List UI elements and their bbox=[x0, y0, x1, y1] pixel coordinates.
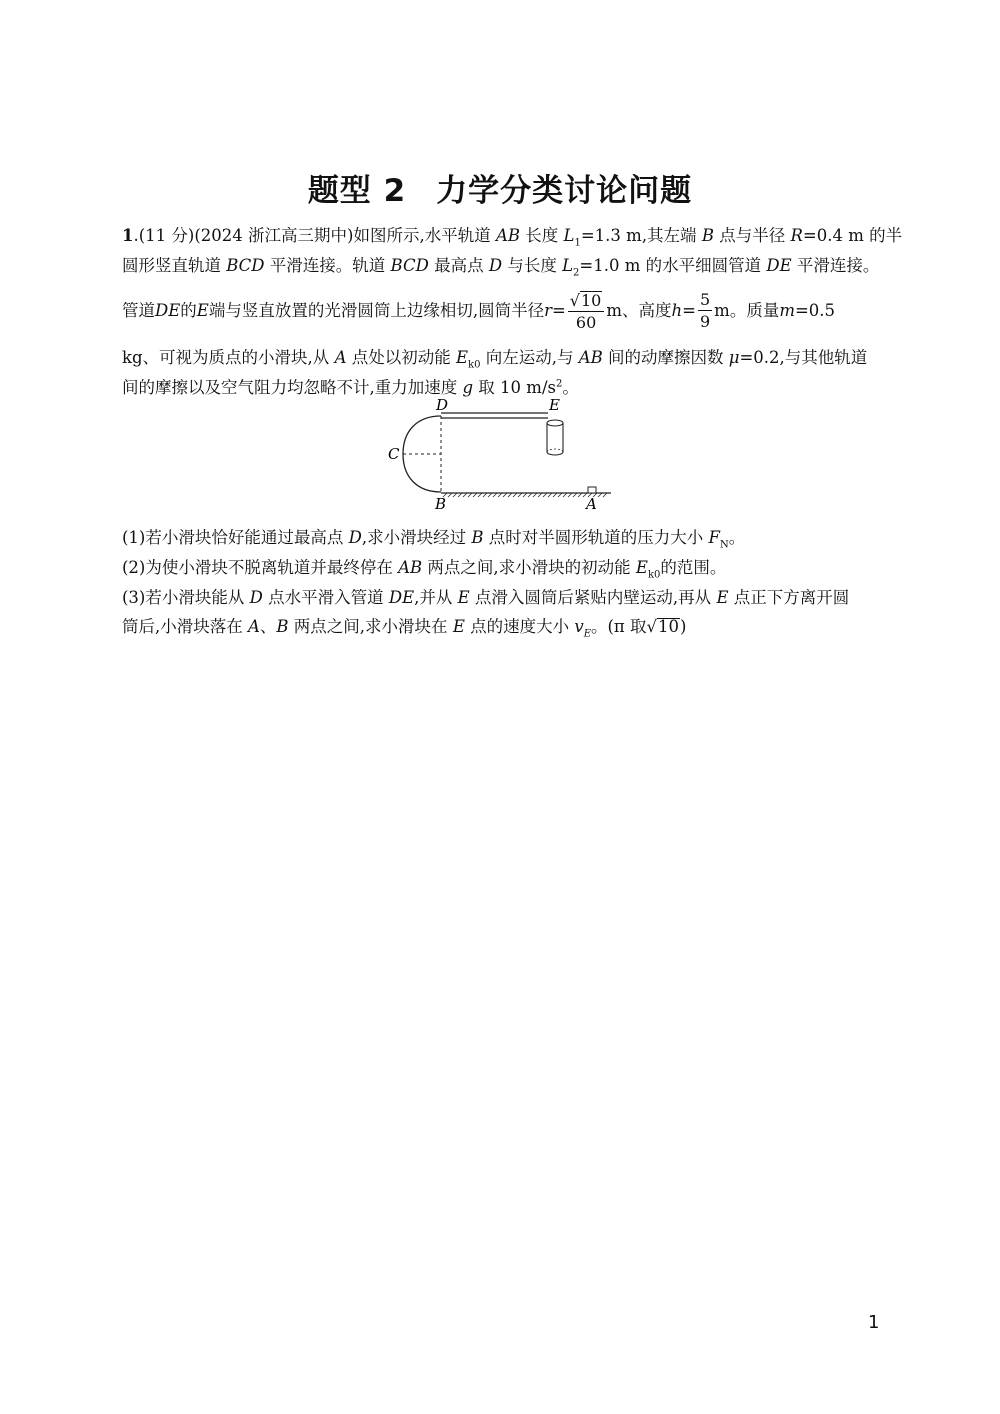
problem-line-5: 间的摩擦以及空气阻力均忽略不计,重力加速度 g 取 10 $m/s^2$。 bbox=[122, 378, 579, 397]
radius-fraction: √ 10 60 bbox=[568, 291, 605, 331]
track-figure bbox=[383, 397, 623, 515]
question-3-line-1: (3)若小滑块能从 D 点水平滑入管道 DE,并从 E 点滑入圆筒后紧贴内壁运动,再从 E 点正下方离开圆 bbox=[122, 588, 850, 607]
label-E: E bbox=[549, 397, 560, 414]
question-2: (2)为使小滑块不脱离轨道并最终停在 AB 两点之间,求小滑块的初动能 $E_{k0}$的范围。 bbox=[122, 558, 727, 581]
cylinder-bottom bbox=[547, 452, 563, 455]
slider-block bbox=[588, 487, 596, 493]
height-fraction: $\frac{5}{9}$ bbox=[699, 290, 711, 331]
page-number: 1 bbox=[868, 1312, 880, 1333]
cylinder-top bbox=[547, 420, 563, 426]
problem-line-2: 圆形竖直轨道 BCD 平滑连接。轨道 BCD 最高点 D 与长度 $L_2=1.0$ m 的水平细圆管道 DE 平滑连接。 bbox=[122, 256, 880, 279]
sqrt-ten: √ 10 bbox=[646, 617, 680, 636]
problem-line-1: 1.(11 分)(2024 浙江高三期中)如图所示,水平轨道 AB 长度 $L_1=1.3$ m,其左端 B 点与半径 R=0.4 m 的半 bbox=[122, 226, 903, 249]
page-title: 题型 2 力学分类讨论问题 bbox=[307, 173, 693, 209]
label-D: D bbox=[436, 397, 449, 414]
problem-source: .(11 分)(2024 浙江高三期中) bbox=[133, 226, 354, 245]
question-3-line-2: 筒后,小滑块落在 A、B 两点之间,求小滑块在 E 点的速度大小 $v_E$。(π 取 √ 10 ) bbox=[122, 617, 687, 640]
problem-line-3: 管道 DE 的 E 端与竖直放置的光滑圆筒上边缘相切,圆筒半径 r = √ 10 60 m、高度 h = $\frac{5}{9}$ m。质量 m =0.5 bbox=[122, 290, 836, 332]
label-B: B bbox=[435, 495, 447, 513]
question-1: (1)若小滑块恰好能通过最高点 D,求小滑块经过 B 点时对半圆形轨道的压力大小 $F_N$。 bbox=[122, 528, 746, 551]
label-C: C bbox=[388, 445, 400, 463]
problem-line-4: kg、可视为质点的小滑块,从 A 点处以初动能 $E_{k0}$ 向左运动,与 AB 间的动摩擦因数 μ=0.2,与其他轨道 bbox=[122, 348, 868, 371]
cylinder-bottom-back bbox=[547, 449, 563, 452]
problem-number: 1 bbox=[122, 226, 134, 245]
label-A: A bbox=[586, 495, 597, 513]
